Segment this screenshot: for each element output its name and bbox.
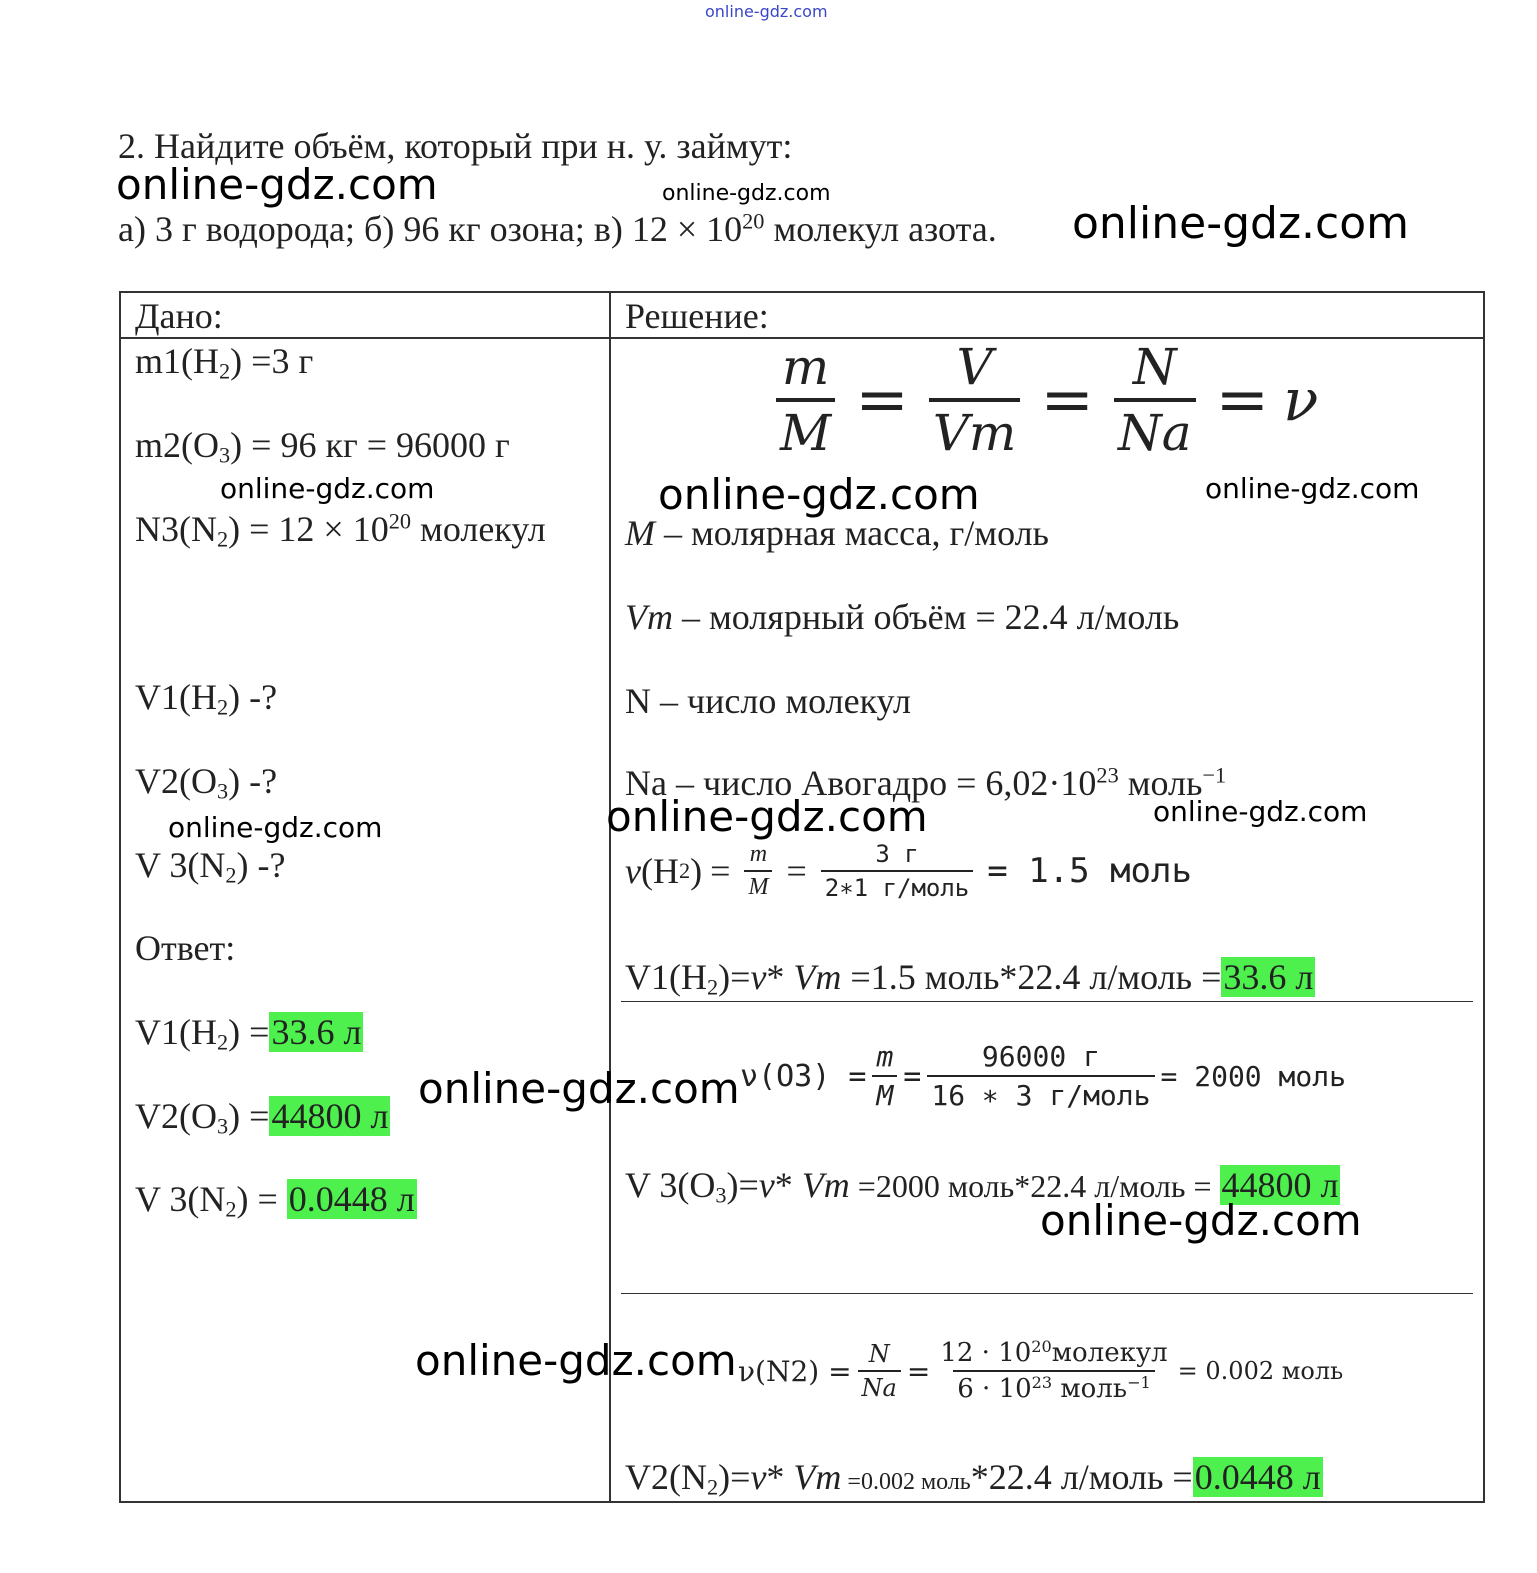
calc1-v-nu: ν bbox=[750, 957, 767, 997]
watermark-12: online-gdz.com bbox=[415, 1336, 737, 1385]
calc2-v-sub: 3 bbox=[715, 1182, 727, 1208]
calc2-v-mid: )= bbox=[726, 1165, 759, 1205]
watermark-4: online-gdz.com bbox=[220, 472, 435, 505]
given-header: Дано: bbox=[135, 296, 223, 336]
watermark-5: online-gdz.com bbox=[658, 470, 980, 519]
task-subtitle bbox=[118, 208, 997, 250]
watermark-3: online-gdz.com bbox=[1072, 198, 1410, 249]
calc1-frac-2 bbox=[821, 840, 974, 902]
definition-Na-unit: моль bbox=[1118, 763, 1203, 803]
calc1-volume bbox=[625, 956, 1315, 998]
definition-Vm-symbol: Vm bbox=[625, 597, 673, 637]
calc3-f2-num-exp: 20 bbox=[1031, 1337, 1052, 1357]
answer-2-sub: 3 bbox=[216, 1113, 229, 1139]
watermark-2: online-gdz.com bbox=[662, 181, 831, 206]
answer-2 bbox=[135, 1095, 390, 1137]
calc1-v-pre: V1(H bbox=[625, 957, 707, 997]
calc3-v-star: * bbox=[766, 1457, 794, 1497]
calc1-divider bbox=[621, 1001, 1473, 1002]
table-bottom-border bbox=[119, 1501, 1485, 1503]
answer-2-pre: V2(O bbox=[135, 1096, 217, 1136]
calc1-f2-num: 3 г bbox=[875, 840, 919, 868]
solution-header: Решение: bbox=[625, 296, 769, 336]
answer-1-value: 33.6 л bbox=[271, 1012, 362, 1052]
calc1-result: = 1.5 моль bbox=[987, 851, 1192, 891]
calc1-v-sub: 2 bbox=[706, 974, 719, 1000]
formula-eq-2: = bbox=[1040, 363, 1094, 437]
given-q2 bbox=[135, 760, 277, 802]
calc3-v-small: =0.002 моль bbox=[841, 1469, 971, 1495]
calc3-v-rest: *22.4 л/моль = bbox=[970, 1457, 1193, 1497]
watermark-1: online-gdz.com bbox=[116, 160, 438, 209]
calc2-divider bbox=[621, 1293, 1473, 1294]
table-right-border bbox=[1483, 291, 1485, 1503]
calc2-lhs: ν(O3) = bbox=[740, 1058, 867, 1094]
calc3-nu bbox=[738, 1338, 1343, 1404]
given-q3-post: ) -? bbox=[236, 845, 286, 885]
formula-nu: ν bbox=[1283, 366, 1319, 434]
calc2-frac-1 bbox=[872, 1040, 897, 1112]
given-n3-post: молекул bbox=[411, 509, 546, 549]
watermark-11: online-gdz.com bbox=[1040, 1196, 1362, 1245]
answer-1-sub: 2 bbox=[216, 1029, 229, 1055]
given-n3 bbox=[135, 508, 546, 550]
answer-2-mid: ) = bbox=[228, 1096, 270, 1136]
answer-3-sub: 2 bbox=[225, 1196, 237, 1222]
formula-Vm: Vm bbox=[929, 398, 1021, 462]
answer-label: Ответ: bbox=[135, 928, 236, 968]
formula-m: m bbox=[781, 338, 830, 396]
given-m2-pre: m2(O bbox=[135, 425, 219, 465]
definition-M-text: – молярная масса, г/моль bbox=[655, 513, 1049, 553]
formula-N-over-Na bbox=[1114, 338, 1196, 462]
watermark-6: online-gdz.com bbox=[1205, 472, 1420, 505]
calc3-f2-den-pre: 6 · 10 bbox=[957, 1374, 1032, 1404]
formula-M: M bbox=[776, 398, 835, 462]
calc2-f2-den: 16 ∗ 3 г/моль bbox=[927, 1075, 1154, 1112]
calc1-v-mid: )= bbox=[718, 957, 751, 997]
given-m2-post: ) = 96 кг = 96000 г bbox=[230, 425, 510, 465]
calc2-f1-num: m bbox=[876, 1040, 894, 1073]
given-m1-sub: 2 bbox=[219, 358, 231, 384]
calc3-v-mid: )= bbox=[718, 1457, 751, 1497]
task-line2-pre: а) 3 г водорода; б) 96 кг озона; в) 12 × 10 bbox=[118, 209, 743, 249]
calc3-v-pre: V2(N bbox=[625, 1457, 707, 1497]
answer-1-pre: V1(H bbox=[135, 1012, 217, 1052]
calc3-f2-den-post: моль bbox=[1052, 1374, 1127, 1404]
watermark-10: online-gdz.com bbox=[418, 1064, 740, 1113]
calc3-f2-den-exp: 23 bbox=[1031, 1373, 1053, 1393]
calc3-v-sub: 2 bbox=[706, 1474, 719, 1500]
given-q2-sub: 3 bbox=[216, 778, 229, 804]
calc1-f1-num: m bbox=[749, 841, 768, 867]
answer-3-mid: ) = bbox=[236, 1179, 287, 1219]
answer-2-value: 44800 л bbox=[271, 1096, 389, 1136]
calc2-v-value: 44800 л bbox=[1221, 1165, 1339, 1205]
given-q2-post: ) -? bbox=[228, 761, 278, 801]
calc2-f1-den: M bbox=[872, 1075, 897, 1112]
answer-3 bbox=[135, 1178, 417, 1220]
task-line1: 2. Найдите объём, который при н. у. займут: bbox=[118, 126, 793, 166]
calc2-f2-num: 96000 г bbox=[981, 1040, 1100, 1073]
calc3-v-nu: ν bbox=[750, 1457, 767, 1497]
calc1-f1-den: M bbox=[744, 870, 772, 901]
calc2-eq: = bbox=[903, 1058, 922, 1094]
definition-N: N – число молекул bbox=[625, 681, 911, 721]
main-formula bbox=[770, 338, 1318, 462]
task-line2-post: молекул азота. bbox=[764, 209, 997, 249]
definition-Na-exp2: −1 bbox=[1202, 762, 1227, 788]
given-q1 bbox=[135, 676, 277, 718]
formula-Na: Na bbox=[1114, 398, 1196, 462]
definition-Na-pre: Na – число Авогадро = 6,02·10 bbox=[625, 763, 1097, 803]
calc1-frac-1 bbox=[744, 841, 772, 901]
given-n3-mid: ) = 12 × 10 bbox=[228, 509, 389, 549]
given-n3-pre: N3(N bbox=[135, 509, 217, 549]
calc3-volume bbox=[625, 1456, 1323, 1498]
calc3-frac-1 bbox=[858, 1340, 901, 1402]
watermark-7: online-gdz.com bbox=[606, 792, 928, 841]
formula-V: V bbox=[956, 338, 993, 396]
given-q3-sub: 2 bbox=[225, 862, 237, 888]
calc3-v-value: 0.0448 л bbox=[1194, 1457, 1321, 1497]
given-q3 bbox=[135, 844, 285, 886]
calc1-v-star: * bbox=[766, 957, 794, 997]
calc2-result: = 2000 моль bbox=[1160, 1059, 1346, 1093]
given-q1-pre: V1(H bbox=[135, 677, 217, 717]
formula-eq-3: = bbox=[1215, 363, 1270, 437]
calc1-v-vm: Vm bbox=[793, 957, 842, 997]
formula-eq-1: = bbox=[855, 363, 909, 437]
given-q1-post: ) -? bbox=[228, 677, 278, 717]
answer-3-value: 0.0448 л bbox=[288, 1179, 415, 1219]
formula-N: N bbox=[1132, 338, 1177, 396]
definition-Vm bbox=[625, 596, 1179, 638]
definition-M-symbol: M bbox=[625, 513, 655, 553]
calc2-v-rest: =2000 моль*22.4 л/моль = bbox=[849, 1168, 1220, 1204]
calc3-f2-den-exp2: −1 bbox=[1126, 1373, 1151, 1393]
calc2-v-star: * bbox=[774, 1165, 802, 1205]
given-n3-sub: 2 bbox=[216, 526, 229, 552]
calc3-f2-num-post: молекул bbox=[1051, 1338, 1168, 1368]
watermark-top: online-gdz.com bbox=[705, 2, 828, 21]
formula-m-over-M bbox=[776, 338, 835, 462]
given-m2 bbox=[135, 424, 510, 466]
given-m1-pre: m1(H bbox=[135, 341, 219, 381]
watermark-9: online-gdz.com bbox=[168, 811, 383, 844]
calc3-f1-den: Na bbox=[858, 1370, 901, 1402]
table-left-border bbox=[119, 291, 121, 1503]
calc3-v-vm: Vm bbox=[793, 1457, 842, 1497]
calc1-nu-symbol: ν bbox=[625, 851, 641, 891]
calc3-f1-num: N bbox=[868, 1340, 890, 1368]
calc1-lhs-pre: (H bbox=[640, 851, 679, 891]
calc3-lhs: ν(N2) = bbox=[738, 1354, 852, 1388]
calc1-nu: ν (H 2 ) = $\frac{m}{M}$ = $\frac{3 г}{\text{2∗1 г/моль}}$ = 1.5 моль bbox=[625, 840, 1192, 902]
calc2-v-pre: V 3(O bbox=[625, 1165, 716, 1205]
calc1-f2-den: 2∗1 г/моль bbox=[821, 870, 974, 902]
calc2-nu bbox=[740, 1040, 1346, 1112]
given-q2-pre: V2(O bbox=[135, 761, 217, 801]
calc1-v-value: 33.6 л bbox=[1223, 957, 1314, 997]
given-q1-sub: 2 bbox=[216, 694, 229, 720]
watermark-8: online-gdz.com bbox=[1153, 795, 1368, 828]
calc2-v-nu: ν bbox=[758, 1165, 775, 1205]
given-n3-exp: 20 bbox=[388, 508, 412, 534]
formula-V-over-Vm bbox=[929, 338, 1021, 462]
answer-1 bbox=[135, 1011, 363, 1053]
answer-3-pre: V 3(N bbox=[135, 1179, 226, 1219]
calc3-result: = 0.002 моль bbox=[1177, 1357, 1344, 1385]
calc3-eq: = bbox=[906, 1354, 931, 1388]
given-q3-pre: V 3(N bbox=[135, 845, 226, 885]
calc1-v-rest: =1.5 моль*22.4 л/моль = bbox=[841, 957, 1222, 997]
table-middle-divider bbox=[609, 291, 611, 1503]
answer-1-mid: ) = bbox=[228, 1012, 270, 1052]
calc2-frac-2 bbox=[927, 1040, 1154, 1112]
definition-Vm-text: – молярный объём = 22.4 л/моль bbox=[673, 597, 1180, 637]
given-m1-post: ) =3 г bbox=[230, 341, 314, 381]
calc3-f2-num-pre: 12 · 10 bbox=[940, 1338, 1032, 1368]
calc1-lhs-post: ) bbox=[690, 851, 703, 891]
definition-Na-exp: 23 bbox=[1096, 762, 1119, 788]
calc1-eq-1: = bbox=[710, 851, 731, 891]
calc3-frac-2 bbox=[936, 1338, 1171, 1404]
calc2-v-vm: Vm bbox=[801, 1165, 850, 1205]
given-m2-sub: 3 bbox=[219, 442, 231, 468]
given-m1 bbox=[135, 340, 313, 382]
task-line2-exp: 20 bbox=[742, 208, 765, 234]
table-top-border bbox=[119, 291, 1485, 293]
calc1-eq-2: = bbox=[786, 851, 807, 891]
